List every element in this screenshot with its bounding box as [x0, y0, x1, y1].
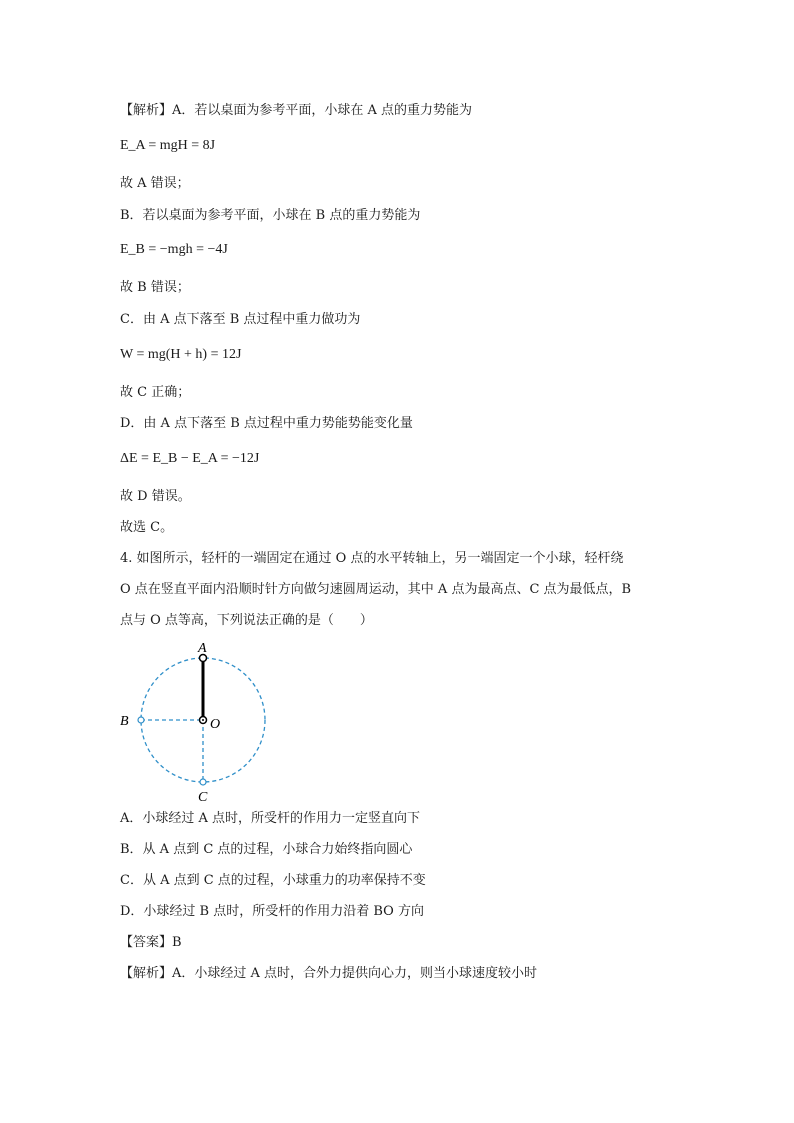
final-choice: 故选 C。	[120, 520, 174, 535]
equation-ea: E_A = mgH = 8J	[120, 138, 216, 153]
equation-delta-e: ΔE = E_B − E_A = −12J	[120, 451, 260, 466]
answer-line: 【答案】B	[120, 935, 182, 950]
question-4-line-1: 4. 如图所示，轻杆的一端固定在通过 O 点的水平转轴上，另一端固定一个小球，轻杆绕	[120, 551, 624, 566]
circular-motion-diagram	[114, 636, 284, 806]
analysis-line-d: D．由 A 点下落至 B 点过程中重力势能势能变化量	[120, 416, 413, 431]
analysis-line-b: B．若以桌面为参考平面，小球在 B 点的重力势能为	[120, 208, 421, 223]
analysis-line-c: C．由 A 点下落至 B 点过程中重力做功为	[120, 312, 361, 327]
pivot-center	[202, 719, 204, 721]
label-a: A	[198, 641, 207, 656]
conclusion-a: 故 A 错误；	[120, 176, 190, 191]
conclusion-d: 故 D 错误。	[120, 489, 191, 504]
point-c	[200, 779, 206, 785]
question-4-line-3: 点与 O 点等高，下列说法正确的是（ ）	[120, 613, 373, 628]
diagram-svg	[114, 636, 284, 806]
option-c: C．从 A 点到 C 点的过程，小球重力的功率保持不变	[120, 873, 426, 888]
question-4-line-2: O 点在竖直平面内沿顺时针方向做匀速圆周运动，其中 A 点为最高点、C 点为最低点，B	[120, 582, 632, 597]
option-b: B．从 A 点到 C 点的过程，小球合力始终指向圆心	[120, 842, 413, 857]
equation-w: W = mg(H + h) = 12J	[120, 347, 242, 362]
option-a: A．小球经过 A 点时，所受杆的作用力一定竖直向下	[120, 811, 421, 826]
label-b: B	[120, 714, 129, 729]
point-b	[138, 717, 144, 723]
analysis-next: 【解析】A．小球经过 A 点时，合外力提供向心力，则当小球速度较小时	[120, 966, 538, 981]
label-o: O	[210, 717, 221, 732]
conclusion-b: 故 B 错误；	[120, 280, 190, 295]
option-d: D．小球经过 B 点时，所受杆的作用力沿着 BO 方向	[120, 904, 424, 919]
equation-eb: E_B = −mgh = −4J	[120, 242, 228, 257]
label-c: C	[198, 790, 208, 805]
analysis-line-a: 【解析】A．若以桌面为参考平面，小球在 A 点的重力势能为	[120, 103, 473, 118]
conclusion-c: 故 C 正确；	[120, 385, 191, 400]
